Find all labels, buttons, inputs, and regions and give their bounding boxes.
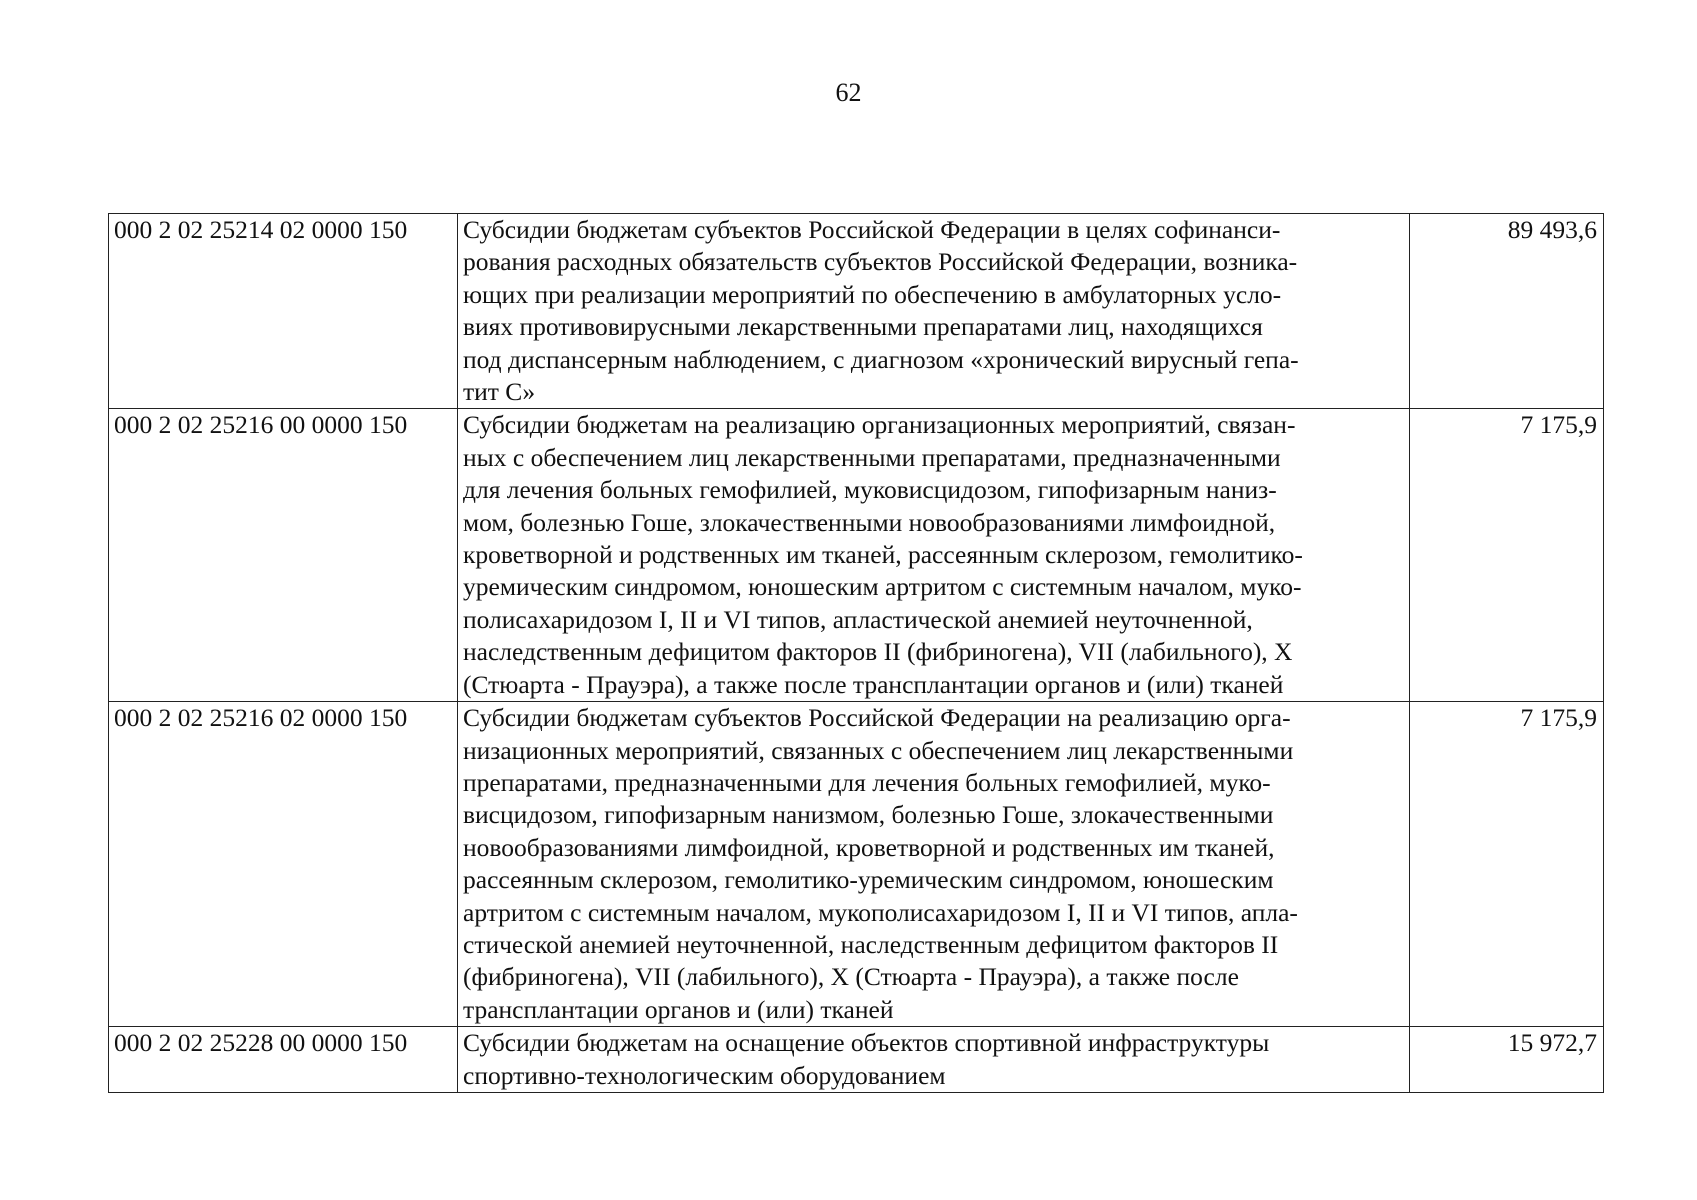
description-line: для лечения больных гемофилией, муковисцидозом, гипофизарным наниз- [463,475,1277,505]
description-line: ющих при реализации мероприятий по обеспечению в амбулаторных усло- [463,279,1282,309]
amount-cell: 7 175,9 [1410,409,1604,702]
description-line: полисахаридозом I, II и VI типов, апластической анемией неуточненной, [463,604,1253,634]
description-line: Субсидии бюджетам субъектов Российской Федерации в целях софинанси- [463,215,1281,244]
table-row [109,1027,1604,1093]
description-cell [458,214,1410,409]
budget-table-body [109,214,1604,1093]
description-line: Субсидии бюджетам на реализацию организационных мероприятий, связан- [463,410,1296,440]
description-line: стической анемией неуточненной, наследственным дефицитом факторов II [463,929,1279,959]
description-line: кроветворной и родственных им тканей, рассеянным склерозом, гемолитико- [463,540,1303,570]
budget-table [108,213,1604,1093]
description-line: препаратами, предназначенными для лечения больных гемофилией, муко- [463,767,1271,797]
budget-code-cell: 000 2 02 25216 00 0000 150 [109,409,458,702]
amount-cell: 7 175,9 [1410,702,1604,1027]
description-line: виях противовирусными лекарственными препаратами лиц, находящихся [463,312,1263,342]
description-line: уремическим синдромом, юношеским артритом с системным началом, муко- [463,572,1302,602]
description-line: трансплантации органов и (или) тканей [463,994,894,1024]
description-cell [458,409,1410,702]
description-line: мом, болезнью Гоше, злокачественными новообразованиями лимфоидной, [463,507,1276,537]
description-cell [458,702,1410,1027]
table-row [109,702,1604,1027]
description-line: артритом с системным началом, мукополисахаридозом I, II и VI типов, апла- [463,897,1298,927]
description-cell [458,1027,1410,1093]
description-line: под диспансерным наблюдением, с диагнозом «хронический вирусный гепа- [463,344,1299,374]
amount-cell: 89 493,6 [1410,214,1604,409]
page-number: 62 [835,78,862,107]
amount-cell: 15 972,7 [1410,1027,1604,1093]
description-line: новообразованиями лимфоидной, кроветворной и родственных им тканей, [463,832,1275,862]
description-line: Субсидии бюджетам на оснащение объектов спортивной инфраструктуры [463,1028,1270,1058]
description-line: рования расходных обязательств субъектов Российской Федерации, возника- [463,247,1298,277]
description-line: низационных мероприятий, связанных с обеспечением лиц лекарственными [463,735,1294,765]
description-line: тит С» [463,377,536,407]
budget-code-cell: 000 2 02 25214 02 0000 150 [109,214,458,409]
description-line: (фибриногена), VII (лабильного), X (Стюарта - Прауэра), а также после [463,962,1239,992]
description-line: (Стюарта - Прауэра), а также после трансплантации органов и (или) тканей [463,669,1284,699]
description-line: спортивно-технологическим оборудованием [463,1060,946,1090]
table-row [109,409,1604,702]
description-line: ных с обеспечением лиц лекарственными препаратами, предназначенными [463,442,1281,472]
budget-code-cell: 000 2 02 25216 02 0000 150 [109,702,458,1027]
table-row [109,214,1604,409]
description-line: Субсидии бюджетам субъектов Российской Федерации на реализацию орга- [463,703,1291,733]
description-line: висцидозом, гипофизарным нанизмом, болезнью Гоше, злокачественными [463,800,1274,830]
description-line: рассеянным склерозом, гемолитико-уремическим синдромом, юношеским [463,865,1274,895]
budget-code-cell: 000 2 02 25228 00 0000 150 [109,1027,458,1093]
description-line: наследственным дефицитом факторов II (фибриногена), VII (лабильного), X [463,637,1293,667]
